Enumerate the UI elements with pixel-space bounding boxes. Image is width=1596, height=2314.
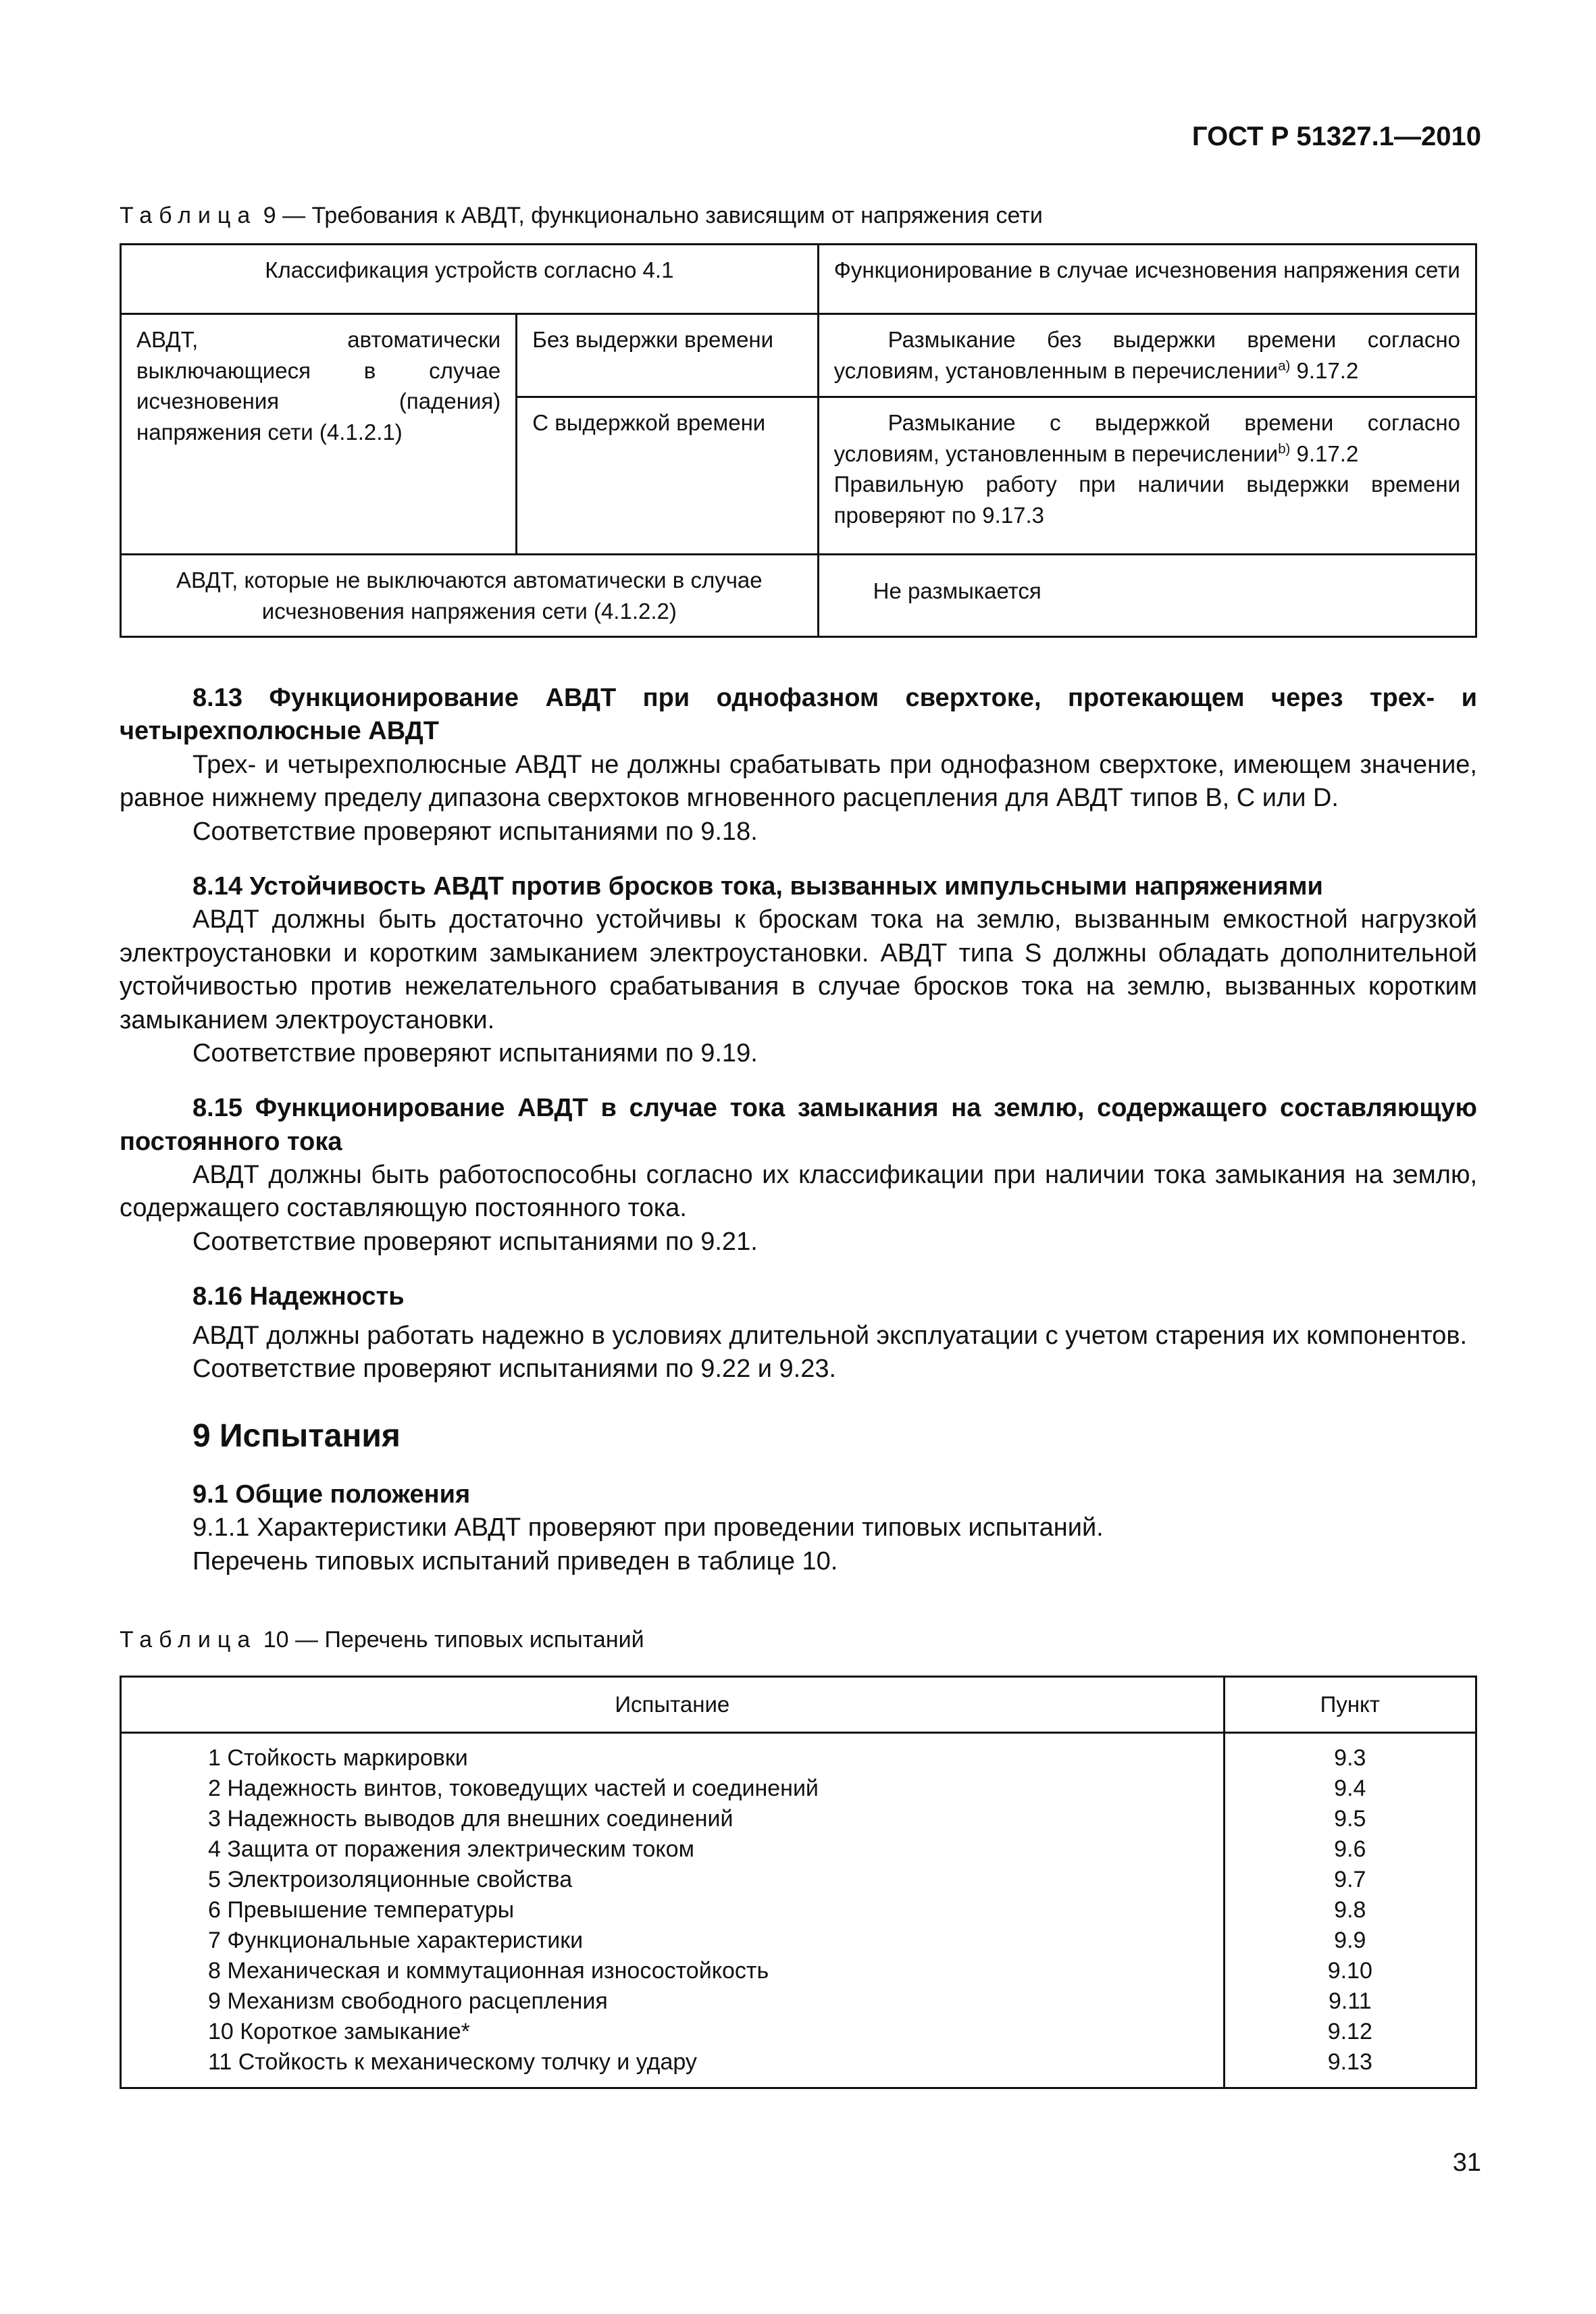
table9-col2-header-cell	[818, 245, 1476, 314]
table10-tests-list	[122, 1734, 1223, 2087]
section-8-16-title: 8.16 Надежность	[192, 1282, 405, 1311]
section-8-15-compliance: Соответствие проверяют испытаниями по 9.21.	[192, 1227, 758, 1256]
section-9-1-1-reference: Перечень типовых испытаний приведен в таблице 10.	[192, 1546, 838, 1576]
chapter-9-title: 9 Испытания	[192, 1418, 401, 1455]
table9-row1-func-cell	[818, 314, 1476, 397]
table10-test-2: 2 Надежность винтов, токоведущих частей и соединений	[208, 1776, 819, 1801]
table10-test-10: 10 Короткое замыкание*	[208, 2019, 470, 2044]
table10-test-5: 5 Электроизоляционные свойства	[208, 1867, 573, 1892]
table10-clause-1: 9.3	[1334, 1745, 1366, 1771]
table9-group-cell	[121, 314, 517, 555]
table9-row2-func-text: Размыкание с выдержкой времени согласно условиям, установленным в перечислении	[833, 410, 1460, 466]
table9-row1-type-cell	[517, 314, 818, 397]
table9-caption	[120, 203, 1043, 229]
table9-row3-label-cell	[121, 555, 819, 637]
table9-row3-func: Не размыкается	[873, 578, 1041, 603]
document-code: ГОСТ Р 51327.1—2010	[1191, 122, 1481, 151]
table9-row1-type: Без выдержки времени	[532, 327, 774, 352]
page-number: 31	[1452, 2148, 1481, 2177]
table9-row2-type-cell	[517, 397, 818, 555]
section-8-15-text: АВДТ должны быть работоспособны согласно их классификации при наличии тока замыкания на землю, содержащего составляющую постоянного тока.	[120, 1161, 1477, 1223]
body-text	[120, 672, 1477, 1578]
table10-col1-header: Испытание	[615, 1692, 730, 1717]
table10-clause-3: 9.5	[1334, 1806, 1366, 1832]
table10-clause-4: 9.6	[1334, 1836, 1366, 1862]
table9-row1	[121, 314, 1476, 397]
table10-caption	[120, 1627, 644, 1653]
table10-test-7: 7 Функциональные характеристики	[208, 1928, 584, 1953]
table9-row3	[121, 555, 1476, 637]
table10-caption-text: 10 — Перечень типовых испытаний	[257, 1627, 644, 1653]
table10-clause-11: 9.13	[1327, 2049, 1372, 2075]
section-8-13-title: 8.13 Функционирование АВДТ при однофазном сверхтоке, протекающем через трех- и четырехполюсные АВДТ	[120, 684, 1477, 746]
table10-col2-header-cell	[1224, 1677, 1476, 1733]
table9-row2-type: С выдержкой времени	[532, 410, 766, 435]
table9-row3-label: АВДТ, которые не выключаются автоматически в случае исчезновения напряжения сети (4.1.2.2)	[176, 568, 763, 624]
table9-row2-func-ref: 9.17.2	[1290, 441, 1359, 466]
table9	[120, 243, 1477, 638]
section-8-16-text: АВДТ должны работать надежно в условиях длительной эксплуатации с учетом старения их компонентов.	[192, 1321, 1468, 1350]
table10-clause-9: 9.11	[1328, 1988, 1372, 2014]
table10-test-11: 11 Стойкость к механическому толчку и удару	[208, 2049, 697, 2075]
table9-col1-header-cell	[121, 245, 819, 314]
section-8-14-compliance: Соответствие проверяют испытаниями по 9.19.	[192, 1038, 758, 1067]
table10-clauses-cell	[1224, 1733, 1476, 2088]
table10-clause-5: 9.7	[1334, 1867, 1366, 1892]
table10-test-6: 6 Превышение температуры	[208, 1897, 515, 1923]
section-8-14-text: АВДТ должны быть достаточно устойчивы к броскам тока на землю, вызванным емкостной нагрузкой электроустановки и коротким замыканием электроустановки. АВДТ типа S должны обладать дополнительной устойчивостью против нежелательного срабатывания в случае бросков тока на землю, вызванных коротким замыканием электроустановки.	[120, 905, 1477, 1034]
section-9-1-title: 9.1 Общие положения	[192, 1480, 471, 1509]
table9-caption-text: 9 — Требования к АВДТ, функционально зависящим от напряжения сети	[257, 203, 1043, 228]
table9-header-row	[121, 245, 1476, 314]
table9-row3-func-cell	[818, 555, 1476, 637]
table10-clause-7: 9.9	[1334, 1928, 1366, 1953]
table10-col1-header-cell	[121, 1677, 1225, 1733]
section-8-15-title: 8.15 Функционирование АВДТ в случае тока замыкания на землю, содержащего составляющую постоянного тока	[120, 1094, 1477, 1156]
table10-clause-10: 9.12	[1327, 2019, 1372, 2044]
table9-row2-footnote-ref: b)	[1278, 441, 1291, 457]
table9-col1-header: Классификация устройств согласно 4.1	[265, 257, 674, 282]
table10	[120, 1676, 1477, 2089]
table9-row2-func-extra: Правильную работу при наличии выдержки времени проверяют по 9.17.3	[833, 472, 1460, 528]
table10-test-4: 4 Защита от поражения электрическим током	[208, 1836, 694, 1862]
table9-row1-func-ref: 9.17.2	[1290, 357, 1359, 383]
table10-col2-header: Пункт	[1320, 1692, 1380, 1717]
table10-test-9: 9 Механизм свободного расцепления	[208, 1988, 608, 2014]
table9-row1-func-text: Размыкание без выдержки времени согласно условиям, установленным в перечислении	[833, 327, 1460, 383]
table10-test-3: 3 Надежность выводов для внешних соединений	[208, 1806, 733, 1832]
section-8-13-text: Трех- и четырехполюсные АВДТ не должны срабатывать при однофазном сверхтоке, имеющем значение, равное нижнему пределу дипазона сверхтоков мгновенного расцепления для АВДТ типов B, C или D.	[120, 750, 1477, 813]
table10-test-8: 8 Механическая и коммутационная износостойкость	[208, 1958, 769, 1984]
table10-tests-cell	[121, 1733, 1225, 2088]
table10-clause-2: 9.4	[1334, 1776, 1366, 1801]
table9-row2-func	[819, 398, 1475, 540]
table9-row1-func	[819, 315, 1475, 395]
section-8-16-compliance: Соответствие проверяют испытаниями по 9.22 и 9.23.	[192, 1355, 837, 1384]
table9-row1-footnote-ref: a)	[1278, 357, 1291, 374]
section-9-1-1-text: 9.1.1 Характеристики АВДТ проверяют при проведении типовых испытаний.	[192, 1513, 1104, 1542]
table9-row2-func-cell	[818, 397, 1476, 555]
table10-caption-word: Таблица	[120, 1627, 257, 1653]
table9-caption-word: Таблица	[120, 203, 257, 228]
table10-clauses-list	[1225, 1734, 1475, 2087]
table10-clause-6: 9.8	[1334, 1897, 1366, 1923]
table10-clause-8: 9.10	[1327, 1958, 1372, 1984]
table10-body-row	[121, 1733, 1476, 2088]
table10-test-1: 1 Стойкость маркировки	[208, 1745, 468, 1771]
table9-group-label: АВДТ, автоматически выключающиеся в случае исчезновения (падения) напряжения сети (4.1.2.1)	[136, 327, 501, 445]
section-8-13-compliance: Соответствие проверяют испытаниями по 9.18.	[192, 817, 758, 846]
table9-col2-header: Функционирование в случае исчезновения напряжения сети	[833, 257, 1460, 282]
table10-header-row	[121, 1677, 1476, 1733]
section-8-14-title: 8.14 Устойчивость АВДТ против бросков тока, вызванных импульсными напряжениями	[192, 872, 1323, 901]
